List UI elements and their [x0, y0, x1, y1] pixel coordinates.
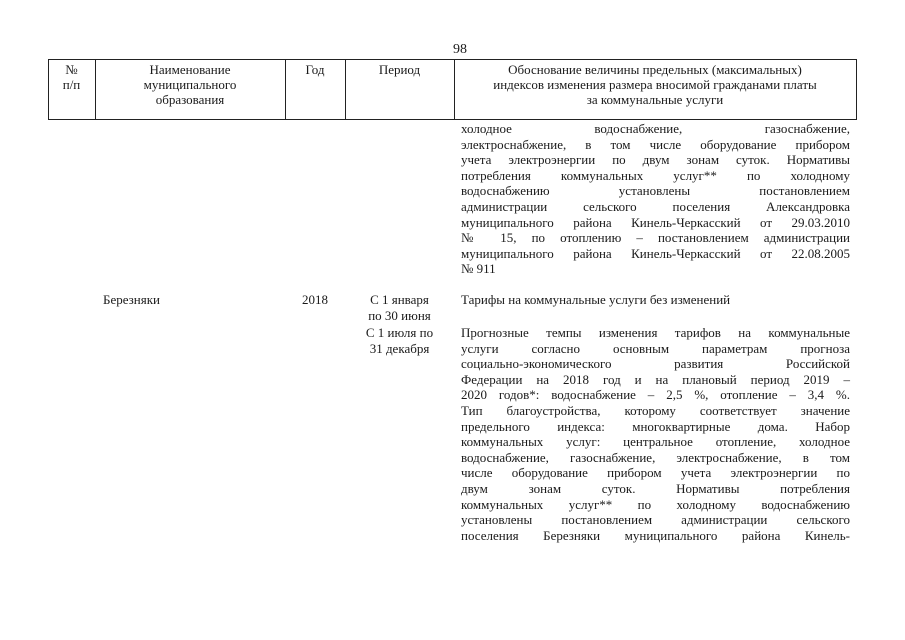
header-municipality-line: образования	[155, 92, 225, 107]
table-top-rule	[48, 59, 857, 60]
text-line: № 15, по отоплению – постановлением администрации	[461, 230, 850, 246]
text-line: установлены постановлением администрации сельского	[461, 512, 850, 528]
text-line: администрации сельского поселения Александровка	[461, 198, 850, 214]
text-line: социально-экономического развития Российской	[461, 356, 850, 372]
text-line: холодное водоснабжение, газоснабжение,	[461, 121, 850, 136]
header-number-line: №	[65, 62, 78, 77]
text-line: Тип благоустройства, которому соответствует значение	[461, 402, 850, 418]
period-first-half	[345, 292, 454, 323]
row-year: 2018	[302, 292, 328, 307]
continuation-text	[461, 121, 850, 277]
text-line: Прогнозные темпы изменения тарифов на коммунальные	[461, 325, 850, 340]
municipality-name: Березняки	[103, 292, 161, 307]
table-right-border	[856, 59, 857, 120]
table-header-rule	[48, 119, 857, 120]
header-number	[48, 62, 95, 92]
page-number: 98	[453, 42, 467, 57]
text-line: двум зонам суток. Нормативы потребления	[461, 480, 850, 496]
header-municipality-line: Наименование	[149, 62, 231, 77]
text-line: муниципального района Кинель-Черкасский от 22.08.2005	[461, 245, 850, 261]
text-line: коммунальных услуг** по холодному водоснабжению	[461, 496, 850, 512]
text-line: № 911	[461, 261, 496, 277]
text-line: услуги согласно основным параметрам прогноза	[461, 340, 850, 356]
header-municipality	[95, 62, 285, 107]
header-number-line: п/п	[62, 77, 81, 92]
text-line: учета электроэнергии по двум зонам суток. Нормативы	[461, 152, 850, 168]
period-second-half	[345, 325, 454, 356]
text-line: коммунальных услуг: центральное отопление, холодное	[461, 434, 850, 450]
header-year: Год	[305, 62, 325, 77]
text-line: поселения Березняки муниципального района Кинель-	[461, 527, 850, 543]
period-line: 31 декабря	[369, 340, 430, 356]
period-line: С 1 июля по	[365, 325, 434, 340]
header-justification-line: за коммунальные услуги	[586, 92, 724, 107]
header-justification-line: Обоснование величины предельных (максимальных)	[508, 62, 802, 77]
text-line: числе оборудование прибором учета электроэнергии по	[461, 465, 850, 481]
text-line: Федерации на 2018 год и на плановый период 2019 –	[461, 371, 850, 387]
header-municipality-line: муниципального	[143, 77, 237, 92]
text-line: водоснабжение, газоснабжение, электроснабжение, в том	[461, 449, 850, 465]
text-line: 2020 годов*: водоснабжение – 2,5 %, отопление – 3,4 %.	[461, 387, 850, 403]
header-period: Период	[378, 62, 421, 77]
header-justification	[454, 62, 856, 107]
text-line: электроснабжение, в том числе оборудование прибором	[461, 136, 850, 152]
text-line: муниципального района Кинель-Черкасский от 29.03.2010	[461, 214, 850, 230]
text-line: предельного индекса: многоквартирные дома. Набор	[461, 418, 850, 434]
period-line: С 1 января	[370, 292, 429, 307]
period-line: по 30 июня	[368, 307, 431, 323]
text-line: потребления коммунальных услуг** по холодному	[461, 167, 850, 183]
text-line: водоснабжению установлены постановлением	[461, 183, 850, 199]
justification-second-half	[461, 325, 850, 543]
header-justification-line: индексов изменения размера вносимой гражданами платы	[493, 77, 817, 92]
justification-first-half: Тарифы на коммунальные услуги без изменений	[461, 292, 731, 307]
